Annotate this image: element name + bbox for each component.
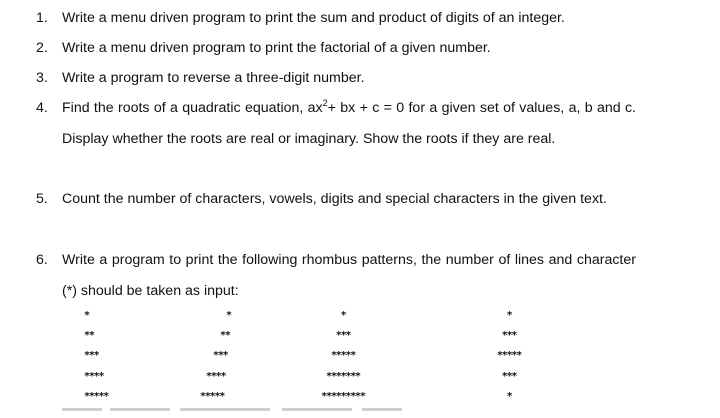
pattern-row: **** [84,371,104,382]
pattern-row: * [506,391,512,402]
question-6 [36,245,636,306]
question-4 [36,93,636,154]
pattern-row: * [506,310,512,321]
pattern-row: ** [84,330,94,341]
cut-off-next-line [0,408,720,418]
pattern-row: *** [335,330,351,341]
pattern-3 [298,310,388,415]
question-number: 1. [36,10,48,26]
question-5 [36,184,636,215]
question-text: Write a program to print the following rhombus patterns, the number of lines and character (*) should be taken as input: [62,252,636,299]
pattern-row: ***** [84,391,109,402]
pattern-2 [200,310,290,415]
pattern-4 [464,310,554,415]
pattern-row: ******* [326,371,360,382]
pattern-row: *** [501,371,517,382]
pattern-row: ***** [330,350,356,361]
pattern-row: *** [501,330,517,341]
question-text [62,93,636,154]
question-text: Count the number of characters, vowels, digits and special characters in the given text. [62,191,607,207]
pattern-row: * [226,310,231,321]
question-2 [36,33,636,64]
pattern-row: ********* [321,391,365,402]
question-text: Write a menu driven program to print the factorial of a given number. [62,40,491,56]
question-text: Write a menu driven program to print the sum and product of digits of an integer. [62,10,565,26]
pattern-row: ***** [200,391,225,402]
pattern-row: *** [84,350,99,361]
question-3 [36,63,636,94]
question-number: 5. [36,191,48,207]
pattern-row: ***** [496,350,522,361]
pattern-row: **** [206,371,226,382]
exponent: 2 [322,98,328,108]
question-number: 4. [36,100,48,116]
question-number: 2. [36,40,48,56]
pattern-row: * [84,310,89,321]
question-text-rest: + bx + c = 0 for a given set of values, a, b and c. Display whether the roots are real or imaginary. Show the roots if they are real. [62,100,636,147]
question-text-start: Find the roots of a quadratic equation, ax [62,100,323,116]
question-number: 6. [36,252,48,268]
question-text: Write a program to reverse a three-digit number. [62,70,365,86]
pattern-row: * [340,310,346,321]
rhombus-patterns [0,310,720,415]
pattern-row: ** [220,330,230,341]
question-1 [36,3,636,34]
question-number: 3. [36,70,48,86]
pattern-row: *** [213,350,228,361]
pattern-1 [84,310,174,415]
